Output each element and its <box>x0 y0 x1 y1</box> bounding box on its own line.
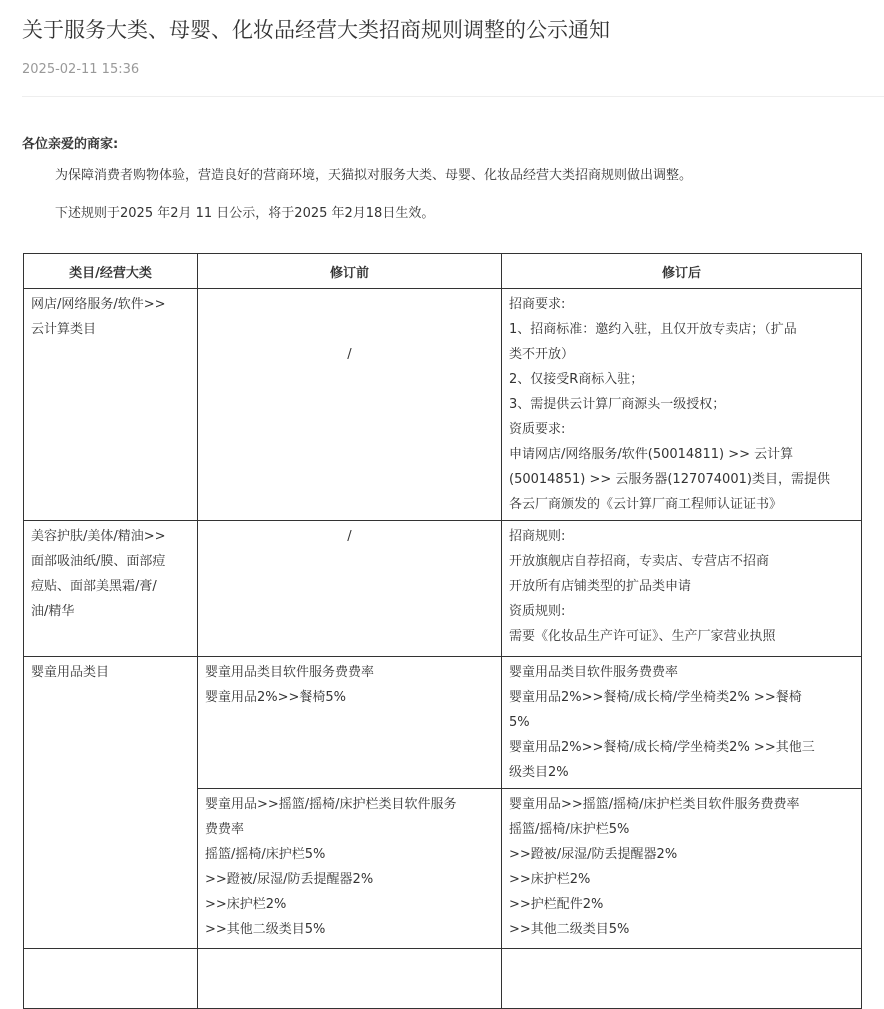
cell-line: 婴童用品>>摇篮/摇椅/床护栏类目软件服务费费率 <box>509 797 800 812</box>
after-cell <box>502 289 862 521</box>
cell-line: 婴童用品2%>>餐椅5% <box>205 690 347 705</box>
cell-line: 摇篮/摇椅/床护栏5% <box>205 847 326 862</box>
cell-line: 级类目2% <box>509 765 569 780</box>
cell-line: 面部吸油纸/膜、面部痘 <box>31 554 166 569</box>
cell-line: / <box>347 347 352 362</box>
after-cell <box>502 949 862 1009</box>
cell-line: >>护栏配件2% <box>509 897 604 912</box>
cell-line: 摇篮/摇椅/床护栏5% <box>509 822 630 837</box>
cell-line: 资质规则: <box>509 604 566 619</box>
before-cell <box>198 949 502 1009</box>
header-before: 修订前 <box>198 254 502 289</box>
cell-line: 1、招商标准：邀约入驻，且仅开放专卖店；（扩品 <box>509 322 797 337</box>
after-cell <box>502 521 862 657</box>
cell-line: 婴童用品2%>>餐椅/成长椅/学坐椅类2% >>餐椅 <box>509 690 802 705</box>
before-cell <box>198 289 502 521</box>
category-cell <box>24 289 198 521</box>
table-row <box>24 521 862 657</box>
cell-line: >>床护栏2% <box>205 897 287 912</box>
page-title: 关于服务大类、母婴、化妆品经营大类招商规则调整的公示通知 <box>22 18 610 42</box>
greeting: 各位亲爱的商家: <box>22 137 119 152</box>
cell-line: 开放旗舰店自荐招商，专卖店、专营店不招商 <box>509 554 770 569</box>
rules-table <box>23 253 862 1009</box>
header-category: 类目/经营大类 <box>24 254 198 289</box>
table-row <box>24 289 862 521</box>
header-after: 修订后 <box>502 254 862 289</box>
before-cell <box>198 521 502 657</box>
after-cell <box>502 657 862 789</box>
cell-line: 申请网店/网络服务/软件(50014811) >> 云计算 <box>509 447 794 462</box>
cell-line: >>其他二级类目5% <box>509 922 630 937</box>
publish-date: 2025-02-11 15:36 <box>22 62 140 77</box>
cell-line: 云计算类目 <box>31 322 97 337</box>
before-cell <box>198 657 502 789</box>
intro-paragraph: 为保障消费者购物体验，营造良好的营商环境，天猫拟对服务大类、母婴、化妆品经营大类招商规则做出调整。 <box>55 168 693 183</box>
cell-line: (50014851) >> 云服务器(127074001)类目，需提供 <box>509 472 830 487</box>
cell-line: 网店/网络服务/软件>> <box>31 297 166 312</box>
cell-line: 资质要求: <box>509 422 566 437</box>
cell-line: >>其他二级类目5% <box>205 922 326 937</box>
category-cell <box>24 521 198 657</box>
cell-line: 各云厂商颁发的《云计算厂商工程师认证证书》 <box>509 497 783 512</box>
after-cell <box>502 789 862 949</box>
cell-line: 婴童用品类目软件服务费费率 <box>205 665 375 680</box>
cell-line: 招商要求: <box>509 297 566 312</box>
category-cell <box>24 657 198 949</box>
effective-date-paragraph: 下述规则于2025 年2月 11 日公示，将于2025 年2月18日生效。 <box>55 206 435 221</box>
cell-line: 痘贴、面部美黑霜/膏/ <box>31 579 157 594</box>
cell-line: 招商规则: <box>509 529 566 544</box>
cell-line: 类不开放） <box>509 347 575 362</box>
cell-line: 婴童用品类目 <box>31 665 110 680</box>
category-cell <box>24 949 198 1009</box>
cell-line: 3、需提供云计算厂商源头一级授权； <box>509 397 726 412</box>
table-row <box>24 657 862 789</box>
cell-line: 5% <box>509 715 530 730</box>
cell-line: 婴童用品2%>>餐椅/成长椅/学坐椅类2% >>其他三 <box>509 740 815 755</box>
table-row <box>24 949 862 1009</box>
cell-line: 婴童用品>>摇篮/摇椅/床护栏类目软件服务 <box>205 797 457 812</box>
before-cell <box>198 789 502 949</box>
cell-line: / <box>347 529 352 544</box>
table-header-row <box>24 254 862 289</box>
cell-line: 2、仅接受R商标入驻； <box>509 372 644 387</box>
cell-line: 油/精华 <box>31 604 75 619</box>
cell-line: >>床护栏2% <box>509 872 591 887</box>
cell-line: 需要《化妆品生产许可证》、生产厂家营业执照 <box>509 629 776 644</box>
cell-line: 婴童用品类目软件服务费费率 <box>509 665 679 680</box>
cell-line: >>蹬被/尿湿/防丢提醒器2% <box>509 847 678 862</box>
cell-line: 开放所有店铺类型的扩品类申请 <box>509 579 692 594</box>
cell-line: 费费率 <box>205 822 245 837</box>
cell-line: >>蹬被/尿湿/防丢提醒器2% <box>205 872 374 887</box>
divider <box>22 96 884 97</box>
cell-line: 美容护肤/美体/精油>> <box>31 529 166 544</box>
